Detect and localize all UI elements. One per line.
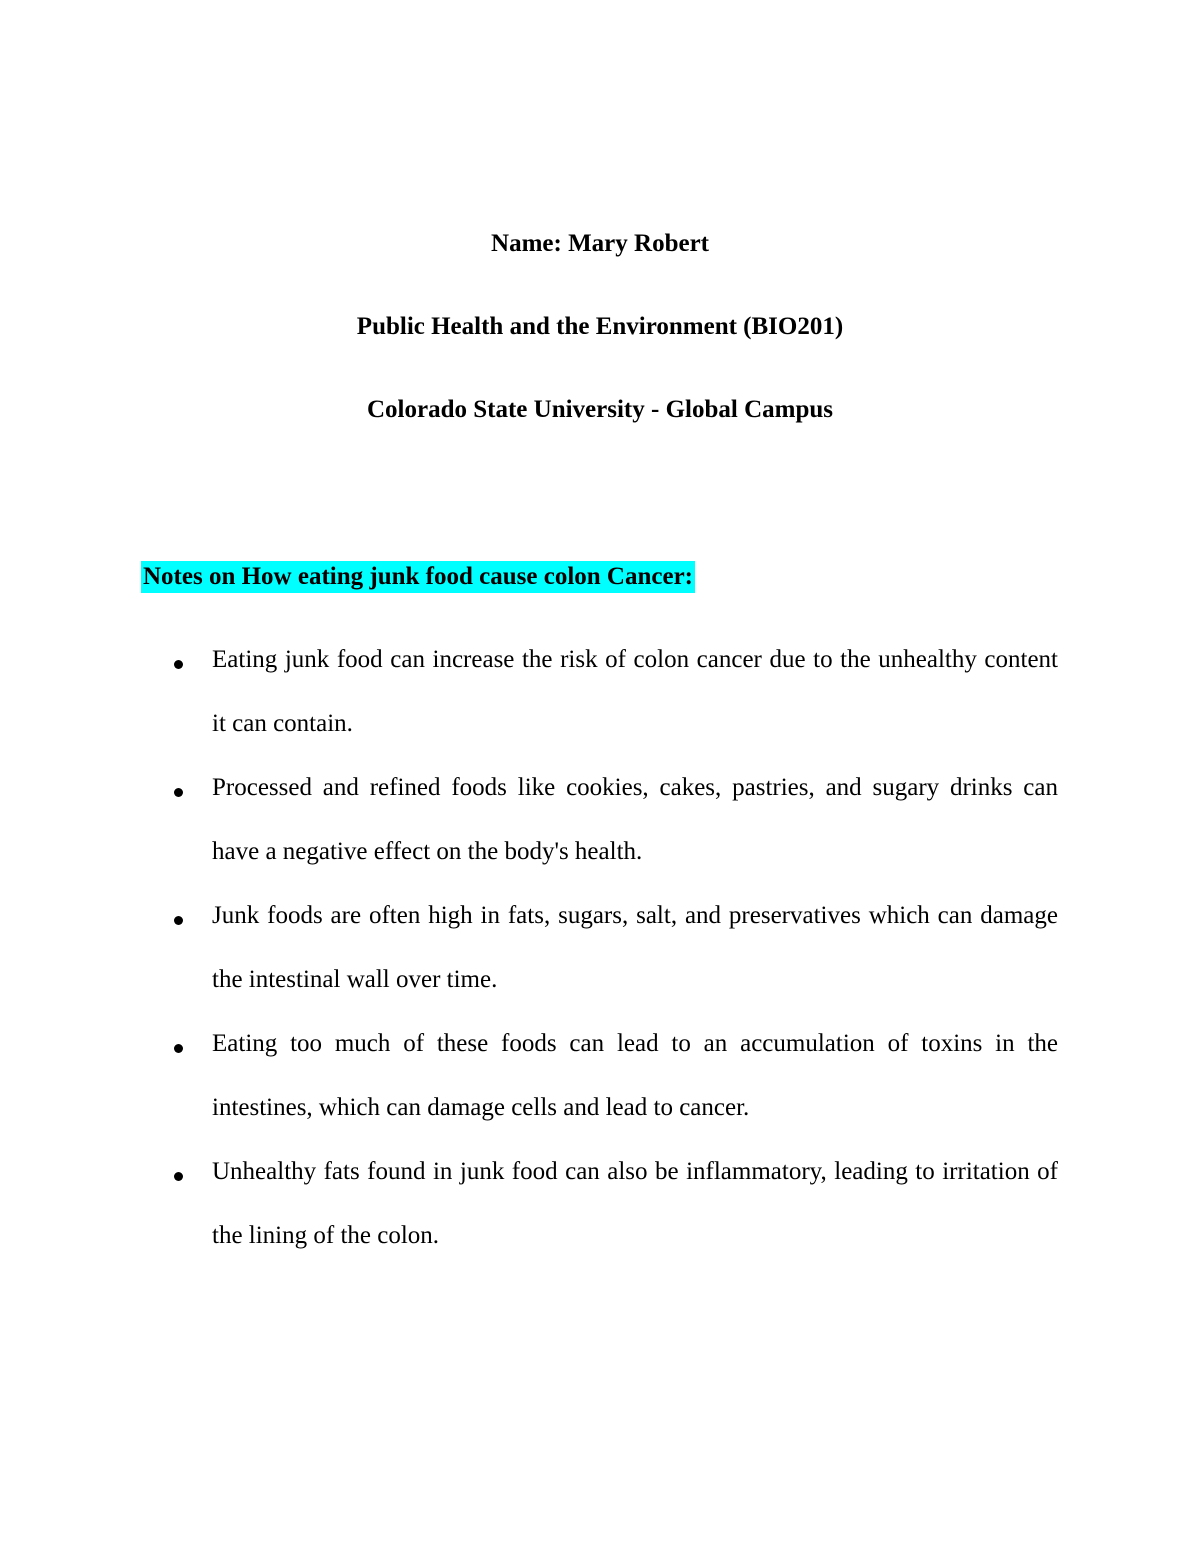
list-item-text: Eating too much of these foods can lead to an accumulation of toxins in the intestines, which can damage cells and lead to cancer. <box>212 1030 1058 1121</box>
list-item-text: Unhealthy fats found in junk food can also be inflammatory, leading to irritation of the lining of the colon. <box>212 1158 1058 1249</box>
bullet-icon <box>174 660 183 669</box>
notes-heading: Notes on How eating junk food cause colon Cancer: <box>141 561 695 593</box>
bullet-icon <box>174 1044 183 1053</box>
bullet-icon <box>174 788 183 797</box>
student-name: Name: Mary Robert <box>491 230 709 257</box>
bullet-icon <box>174 1172 183 1181</box>
list-item-text: Processed and refined foods like cookies, cakes, pastries, and sugary drinks can have a negative effect on the body's health. <box>212 774 1058 865</box>
course-title: Public Health and the Environment (BIO201) <box>356 313 844 340</box>
university-name: Colorado State University - Global Campus <box>367 396 833 423</box>
list-item-text: Junk foods are often high in fats, sugars, salt, and preservatives which can damage the intestinal wall over time. <box>212 902 1058 993</box>
list-item-text: Eating junk food can increase the risk of colon cancer due to the unhealthy content it can contain. <box>212 646 1058 737</box>
bullet-icon <box>174 916 183 925</box>
